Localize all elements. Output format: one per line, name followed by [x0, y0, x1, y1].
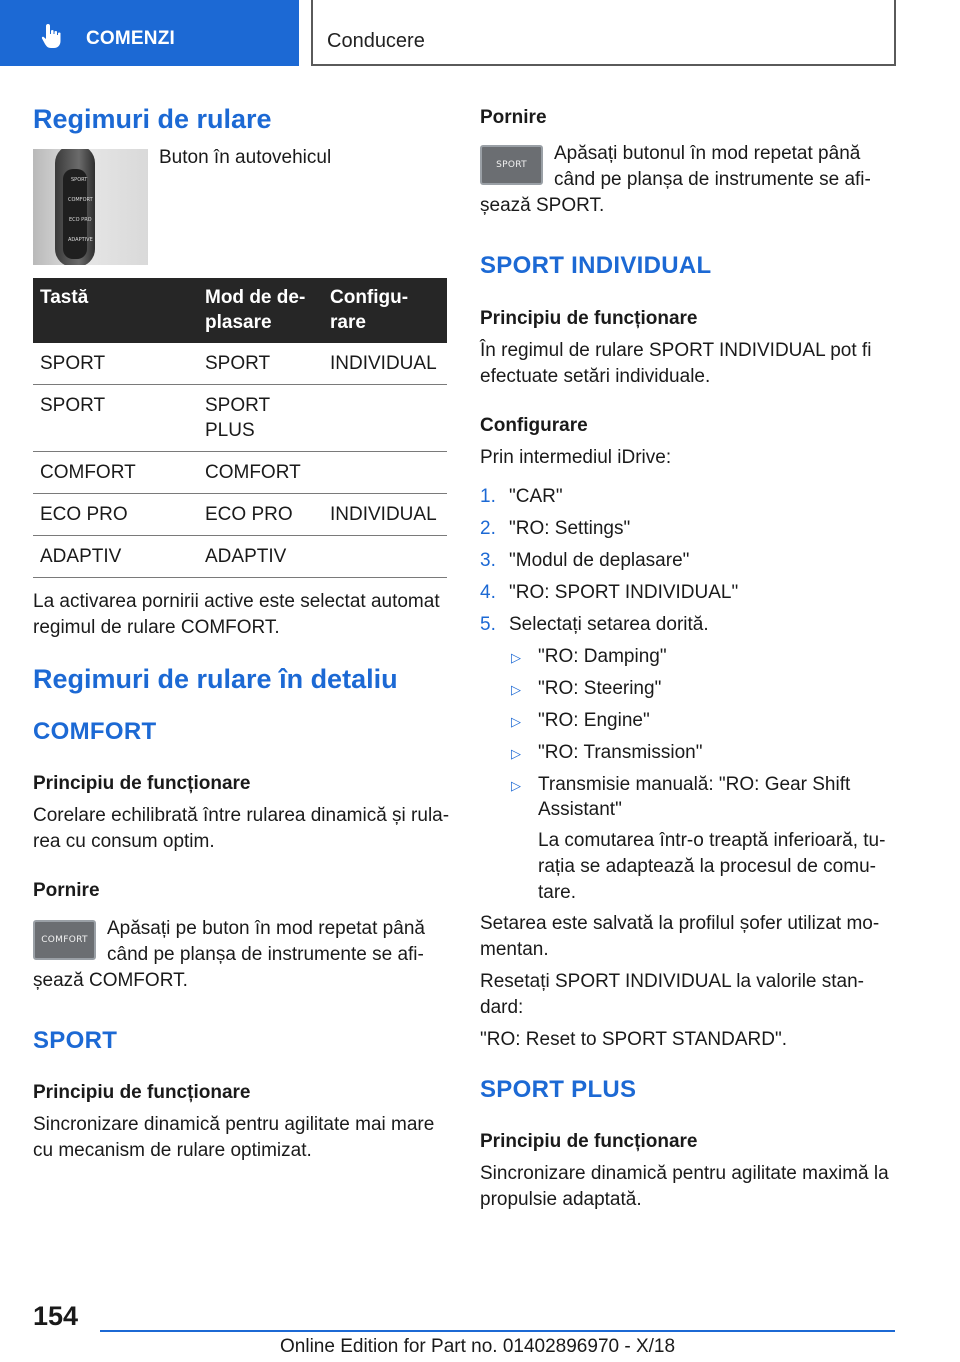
- comfort-start-line2: când pe planșa de instrumente se afi-: [107, 944, 424, 965]
- page-title: Regimuri de rulare: [33, 104, 272, 134]
- table-cell: COMFORT: [33, 452, 198, 494]
- sport-plus-principle-heading: Principiu de funcționare: [480, 1131, 698, 1152]
- table-cell: SPORT: [33, 343, 198, 385]
- table-header-mode: Mod de de- plasare: [198, 278, 323, 343]
- reset-line3: "RO: Reset to SPORT STANDARD".: [480, 1029, 788, 1050]
- sport-plus-principle-line2: propulsie adaptată.: [480, 1189, 642, 1210]
- bullet-triangle-icon: ▷: [511, 650, 521, 665]
- comfort-start-line1: Apăsați pe buton în mod repetat până: [107, 918, 425, 939]
- section-tab[interactable]: [0, 0, 299, 66]
- table-cell: SPORT PLUS: [198, 385, 323, 452]
- sport-individual-principle-line1: În regimul de rulare SPORT INDIVIDUAL pot fi: [480, 340, 872, 361]
- step-text: Selectați setarea dorită.: [509, 614, 709, 635]
- hand-pointer-icon: [38, 22, 66, 50]
- photo-label-comfort: COMFORT: [68, 197, 93, 203]
- table-cell: INDIVIDUAL: [323, 494, 447, 536]
- bullet-triangle-icon: ▷: [511, 682, 521, 697]
- sport-button-label: SPORT: [496, 160, 527, 170]
- table-header-key: Tastă: [33, 278, 198, 343]
- comfort-start-line3: șează COMFORT.: [33, 970, 188, 991]
- sport-plus-principle-line1: Sincronizare dinamică pentru agilitate maximă la: [480, 1163, 889, 1184]
- sport-principle-line2: cu mecanism de rulare optimizat.: [33, 1140, 312, 1161]
- sport-start-line1: Apăsați butonul în mod repetat până: [554, 143, 861, 164]
- comfort-start-heading: Pornire: [33, 880, 100, 901]
- step-text: "RO: SPORT INDIVIDUAL": [509, 582, 739, 603]
- sport-start-line2: când pe planșa de instrumente se afi-: [554, 169, 871, 190]
- car-button-photo: [33, 149, 148, 265]
- step-number: 2.: [480, 518, 496, 539]
- reset-line1: Resetați SPORT INDIVIDUAL la valorile stan-: [480, 971, 865, 992]
- table-cell: ADAPTIV: [33, 536, 198, 578]
- chapter-tab[interactable]: [311, 0, 896, 66]
- comfort-principle-line1: Corelare echilibrată între rularea dinamică și rula-: [33, 805, 450, 826]
- page-number: 154: [33, 1301, 79, 1331]
- activation-text-line1: La activarea pornirii active este selectat automat: [33, 591, 440, 612]
- table-row: [33, 452, 447, 494]
- footer-divider: [100, 1330, 895, 1332]
- sport-individual-heading: SPORT INDIVIDUAL: [480, 252, 712, 279]
- sport-principle-heading: Principiu de funcționare: [33, 1082, 251, 1103]
- substep-text: "RO: Transmission": [538, 742, 703, 763]
- activation-text-line2: regimul de rulare COMFORT.: [33, 617, 280, 638]
- comfort-button-label: COMFORT: [41, 935, 88, 945]
- table-row: [33, 494, 447, 536]
- bullet-triangle-icon: ▷: [511, 714, 521, 729]
- table-cell: [323, 385, 447, 452]
- step-number: 1.: [480, 486, 496, 507]
- table-cell: INDIVIDUAL: [323, 343, 447, 385]
- config-heading: Configurare: [480, 415, 588, 436]
- chapter-label: Conducere: [327, 30, 425, 52]
- edition-text: Online Edition for Part no. 01402896970 - X/18: [280, 1336, 676, 1357]
- sport-plus-heading: SPORT PLUS: [480, 1076, 637, 1103]
- substep-text: "RO: Damping": [538, 646, 667, 667]
- photo-label-sport: SPORT: [71, 177, 88, 183]
- photo-label-eco-pro: ECO PRO: [69, 217, 92, 223]
- substep-text: Transmisie manuală: "RO: Gear Shift: [538, 774, 851, 795]
- substep-text-continued: Assistant": [538, 799, 622, 820]
- reset-line2: dard:: [480, 997, 524, 1018]
- comfort-button-image: [33, 920, 96, 960]
- comfort-principle-line2: rea cu consum optim.: [33, 831, 215, 852]
- sport-button-image: [480, 145, 543, 185]
- gear-note-line1: La comutarea într-o treaptă inferioară, tu-: [538, 830, 886, 851]
- photo-caption: Buton în autovehicul: [159, 147, 332, 168]
- table-cell: ECO PRO: [33, 494, 198, 536]
- sport-heading: SPORT: [33, 1027, 118, 1054]
- step-text: "CAR": [509, 486, 563, 507]
- table-cell: COMFORT: [198, 452, 323, 494]
- photo-label-adaptive: ADAPTIVE: [68, 237, 93, 243]
- comfort-heading: COMFORT: [33, 718, 157, 745]
- gear-note-line3: tare.: [538, 882, 577, 903]
- section-label: COMENZI: [86, 28, 176, 49]
- table-header-row: [33, 278, 447, 343]
- bullet-triangle-icon: ▷: [511, 746, 521, 761]
- step-number: 5.: [480, 614, 496, 635]
- table-row: [33, 536, 447, 578]
- config-intro: Prin intermediul iDrive:: [480, 447, 672, 468]
- table-row: [33, 343, 447, 385]
- sport-start-line3: șează SPORT.: [480, 195, 605, 216]
- table-cell: SPORT: [198, 343, 323, 385]
- saved-line1: Setarea este salvată la profilul șofer utilizat mo-: [480, 913, 880, 934]
- table-cell: ECO PRO: [198, 494, 323, 536]
- driving-modes-table: [33, 278, 447, 578]
- table-cell: SPORT: [33, 385, 198, 452]
- step-number: 4.: [480, 582, 496, 603]
- sport-start-heading: Pornire: [480, 107, 547, 128]
- table-header-config: Configu- rare: [323, 278, 447, 343]
- gear-note-line2: rația se adaptează la procesul de comu-: [538, 856, 876, 877]
- sport-individual-principle-line2: efectuate setări individuale.: [480, 366, 711, 387]
- table-cell: ADAPTIV: [198, 536, 323, 578]
- step-text: "RO: Settings": [509, 518, 631, 539]
- table-cell: [323, 536, 447, 578]
- sport-individual-principle-heading: Principiu de funcționare: [480, 308, 698, 329]
- comfort-principle-heading: Principiu de funcționare: [33, 773, 251, 794]
- saved-line2: mentan.: [480, 939, 549, 960]
- table-cell: [323, 452, 447, 494]
- table-row: [33, 385, 447, 452]
- substep-text: "RO: Steering": [538, 678, 662, 699]
- substep-text: "RO: Engine": [538, 710, 650, 731]
- bullet-triangle-icon: ▷: [511, 778, 521, 793]
- step-text: "Modul de deplasare": [509, 550, 690, 571]
- detail-title: Regimuri de rulare în detaliu: [33, 664, 398, 694]
- sport-principle-line1: Sincronizare dinamică pentru agilitate mai mare: [33, 1114, 435, 1135]
- step-number: 3.: [480, 550, 496, 571]
